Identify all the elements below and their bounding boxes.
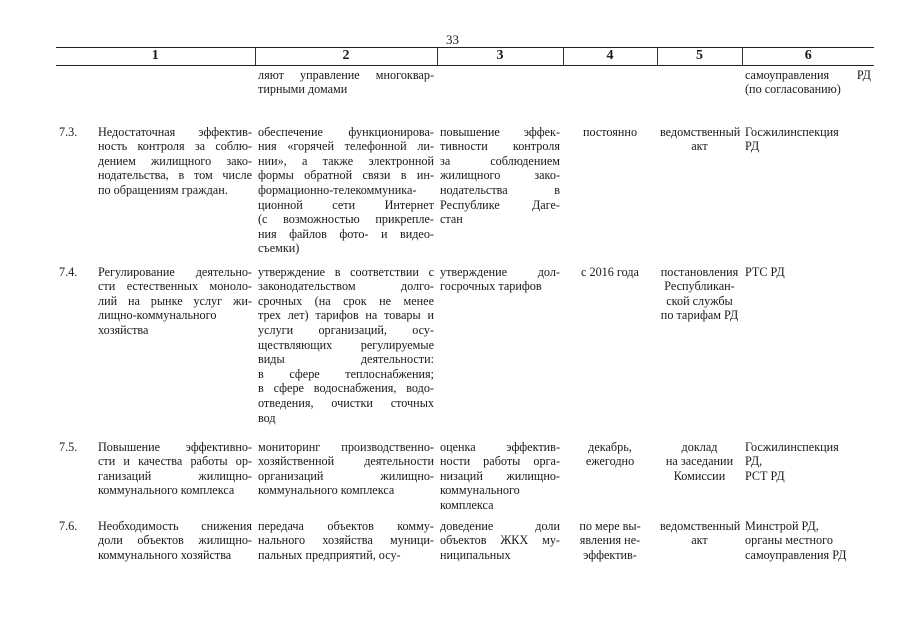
text-line: по мере вы- (579, 518, 641, 533)
text-line: коммунального комплекса (98, 483, 235, 498)
measure-cell (255, 108, 437, 262)
text-line: сти и качества работы ор- (98, 454, 252, 469)
page-number: 33 (446, 32, 459, 47)
term-cell (563, 108, 657, 262)
text-line: ционной сети Интернет (258, 197, 434, 212)
text-line: законодательством долго- (258, 279, 434, 294)
text-line: ности работы орга- (440, 454, 560, 469)
text-line: Госжилинспекция (745, 439, 839, 454)
text-line: тивности контроля (440, 139, 560, 154)
row-number: 7.3. (59, 124, 78, 139)
text-line: формационно-телекоммуника- (258, 182, 417, 197)
executor-cell (742, 262, 874, 436)
text-line: повышение эффек- (440, 124, 560, 139)
executor-cell (742, 436, 874, 515)
text-line: ность контроля за соблю- (98, 139, 252, 154)
text-line: объектов ЖКХ му- (440, 533, 560, 548)
term-cell (563, 436, 657, 515)
text-line: ществляющих регулируемые (258, 337, 434, 352)
row-number: 7.5. (59, 439, 78, 454)
text-line: жилищного зако- (440, 168, 560, 183)
header-col-3: 3 (437, 48, 563, 66)
text-line: тирными домами (258, 82, 348, 97)
term-cell (563, 515, 657, 563)
text-line: мониторинг производственно- (258, 439, 434, 454)
text-line: услуги организаций, осу- (258, 322, 434, 337)
action-plan-table (56, 47, 874, 562)
text-line: хозяйственной деятельности (258, 454, 434, 469)
text-line: низаций жилищно- (440, 468, 560, 483)
text-line: в сфере водоснабжения, водо- (258, 381, 434, 396)
text-line: постоянно (582, 124, 638, 139)
text-line: РСТ РД (745, 468, 785, 483)
text-line: организаций жилищно- (258, 468, 434, 483)
text-line: (по согласованию) (745, 82, 841, 97)
text-line: нодательства в (440, 182, 560, 197)
text-line: передача объектов комму- (258, 518, 434, 533)
result-cell (437, 262, 563, 436)
text-line: съемки) (258, 241, 300, 256)
text-line: декабрь, (588, 439, 632, 454)
problem-cell (95, 262, 255, 436)
text-line: ния файлов фото- и видео- (258, 226, 434, 241)
measure-cell (255, 262, 437, 436)
column-number-header (56, 48, 874, 66)
text-line: ской службы (666, 293, 733, 308)
text-line: РТС РД (745, 264, 785, 279)
text-line: доведение доли (440, 518, 560, 533)
text-line: Необходимость снижения (98, 518, 252, 533)
text-line: постановления (660, 264, 739, 279)
header-col-1: 1 (56, 48, 255, 66)
text-line: акт (691, 533, 708, 548)
problem-cell (95, 515, 255, 563)
text-line: доклад (681, 439, 718, 454)
text-line: по обращениям граждан. (98, 182, 228, 197)
text-line: формы обратной связи в ин- (258, 168, 434, 183)
row-number: 7.6. (59, 518, 78, 533)
text-line: комплекса (440, 497, 494, 512)
document-cell (657, 436, 742, 515)
text-line: коммунального хозяйства (98, 547, 232, 562)
text-line: отведения, очистки сточных (258, 395, 434, 410)
continuation-row (56, 65, 874, 108)
text-line: лищно-коммунального (98, 308, 217, 323)
text-line: Госжилинспекция (745, 124, 839, 139)
text-line: ляют управление многоквар- (258, 67, 434, 82)
row-number: 7.4. (59, 264, 78, 279)
term-cell (563, 262, 657, 436)
text-line: коммунального комплекса (258, 483, 395, 498)
text-line: Недостаточная эффектив- (98, 124, 252, 139)
text-line: срочных (на срок не менее (258, 293, 434, 308)
text-line: акт (691, 139, 708, 154)
header-col-6: 6 (742, 48, 874, 66)
table-row (56, 262, 874, 436)
problem-cell (95, 108, 255, 262)
text-line: дением жилищного зако- (98, 153, 252, 168)
text-line: Республикан- (664, 279, 735, 294)
table-row (56, 436, 874, 515)
text-line: Республике Даге- (440, 197, 560, 212)
text-line: с 2016 года (581, 264, 639, 279)
table-row (56, 515, 874, 563)
header-col-4: 4 (563, 48, 657, 66)
text-line: стан (440, 212, 463, 227)
text-line: утверждение в соответствии с (258, 264, 434, 279)
text-line: оценка эффектив- (440, 439, 560, 454)
text-line: хозяйства (98, 322, 149, 337)
executor-cell (742, 515, 874, 563)
text-line: Минстрой РД, (745, 518, 819, 533)
text-line: доли объектов жилищно- (98, 533, 252, 548)
text-line: по тарифам РД (660, 308, 739, 323)
header-col-2: 2 (255, 48, 437, 66)
text-line: ведомственный (660, 518, 741, 533)
text-line: самоуправления РД (745, 67, 871, 82)
table-row (56, 108, 874, 262)
text-line: ведомственный (660, 124, 741, 139)
document-cell (657, 108, 742, 262)
text-line: на заседании (665, 454, 734, 469)
text-line: трех лет) тарифов на товары и (258, 308, 434, 323)
text-line: Комиссии (673, 468, 726, 483)
text-line: коммунального (440, 483, 520, 498)
text-line: РД (745, 139, 760, 154)
text-line: ния «горячей телефонной ли- (258, 139, 434, 154)
text-line: виды деятельности: (258, 352, 434, 367)
text-line: нодательства, в том числе (98, 168, 252, 183)
text-line: сти естественных моноло- (98, 279, 252, 294)
document-cell (657, 262, 742, 436)
text-line: нального хозяйства муници- (258, 533, 434, 548)
text-line: эффектив- (583, 547, 637, 562)
text-line: ежегодно (585, 454, 635, 469)
result-cell (437, 515, 563, 563)
continuation-measure (255, 65, 437, 108)
continuation-executor (742, 65, 874, 108)
text-line: явления не- (579, 533, 641, 548)
result-cell (437, 436, 563, 515)
text-line: за соблюдением (440, 153, 560, 168)
text-line: госрочных тарифов (440, 279, 542, 294)
text-line: Повышение эффективно- (98, 439, 252, 454)
text-line: лий на рынке услуг жи- (98, 293, 252, 308)
text-line: нии», а также электронной (258, 153, 434, 168)
text-line: пальных предприятий, осу- (258, 547, 401, 562)
measure-cell (255, 436, 437, 515)
text-line: вод (258, 410, 276, 425)
executor-cell (742, 108, 874, 262)
text-line: РД, (745, 454, 763, 469)
text-line: самоуправления РД (745, 547, 847, 562)
text-line: ганизаций жилищно- (98, 468, 252, 483)
text-line: ниципальных (440, 547, 511, 562)
text-line: органы местного (745, 533, 833, 548)
header-col-5: 5 (657, 48, 742, 66)
problem-cell (95, 436, 255, 515)
text-line: обеспечение функционирова- (258, 124, 434, 139)
text-line: в сфере теплоснабжения; (258, 366, 434, 381)
document-cell (657, 515, 742, 563)
text-line: (с возможностью прикрепле- (258, 212, 434, 227)
measure-cell (255, 515, 437, 563)
text-line: утверждение дол- (440, 264, 560, 279)
text-line: Регулирование деятельно- (98, 264, 252, 279)
result-cell (437, 108, 563, 262)
